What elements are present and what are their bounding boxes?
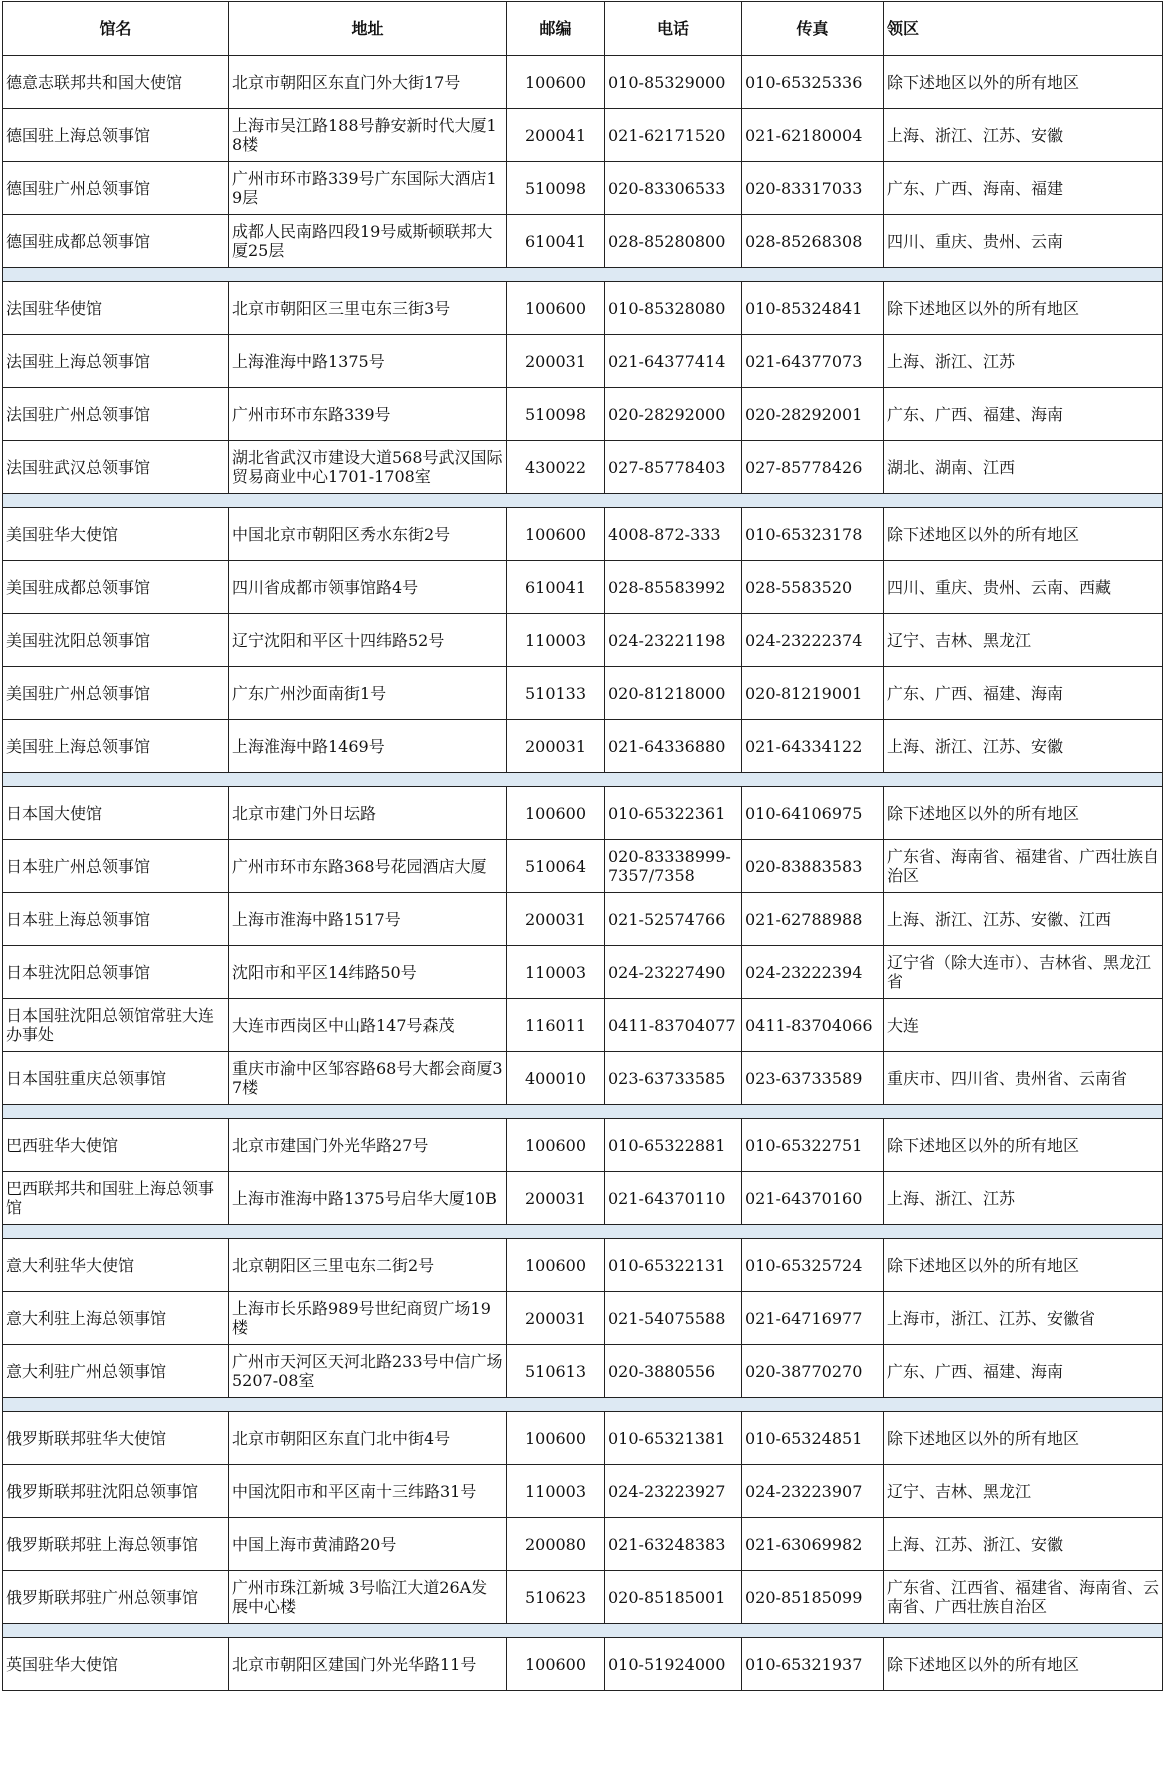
cell-address: 中国上海市黄浦路20号: [229, 1518, 507, 1571]
cell-name: 巴西驻华大使馆: [3, 1119, 229, 1172]
cell-zip: 100600: [507, 508, 605, 561]
cell-tel: 020-85185001: [605, 1571, 742, 1624]
cell-address: 广州市天河区天河北路233号中信广场5207-08室: [229, 1345, 507, 1398]
cell-area: 除下述地区以外的所有地区: [884, 282, 1163, 335]
cell-area: 大连: [884, 999, 1163, 1052]
separator-cell: [884, 268, 1163, 282]
cell-tel: 020-28292000: [605, 388, 742, 441]
separator-cell: [605, 1398, 742, 1412]
cell-name: 美国驻上海总领事馆: [3, 720, 229, 773]
cell-zip: 110003: [507, 614, 605, 667]
cell-area: 广东、广西、福建、海南: [884, 1345, 1163, 1398]
cell-area: 重庆市、四川省、贵州省、云南省: [884, 1052, 1163, 1105]
table-row: [3, 787, 1163, 840]
cell-area: 辽宁省（除大连市）、吉林省、黑龙江省: [884, 946, 1163, 999]
table-row: [3, 1345, 1163, 1398]
cell-tel: 028-85583992: [605, 561, 742, 614]
separator-cell: [229, 494, 507, 508]
table-row: [3, 508, 1163, 561]
cell-tel: 023-63733585: [605, 1052, 742, 1105]
cell-name: 俄罗斯联邦驻华大使馆: [3, 1412, 229, 1465]
table-body: [3, 56, 1163, 1691]
cell-address: 广东广州沙面南街1号: [229, 667, 507, 720]
cell-fax: 010-65321937: [742, 1638, 884, 1691]
cell-name: 俄罗斯联邦驻上海总领事馆: [3, 1518, 229, 1571]
cell-zip: 116011: [507, 999, 605, 1052]
cell-tel: 010-65322131: [605, 1239, 742, 1292]
cell-area: 上海、浙江、江苏: [884, 335, 1163, 388]
cell-area: 上海、浙江、江苏、安徽、江西: [884, 893, 1163, 946]
cell-zip: 200080: [507, 1518, 605, 1571]
cell-tel: 027-85778403: [605, 441, 742, 494]
header-fax: 传真: [742, 2, 884, 56]
header-address: 地址: [229, 2, 507, 56]
cell-fax: 010-65325724: [742, 1239, 884, 1292]
cell-area: 上海市，浙江、江苏、安徽省: [884, 1292, 1163, 1345]
cell-zip: 100600: [507, 787, 605, 840]
cell-address: 广州市珠江新城 3号临江大道26A发展中心楼: [229, 1571, 507, 1624]
cell-name: 德国驻成都总领事馆: [3, 215, 229, 268]
cell-fax: 020-38770270: [742, 1345, 884, 1398]
cell-address: 大连市西岗区中山路147号森茂: [229, 999, 507, 1052]
group-separator: [3, 773, 1163, 787]
header-area: 领区: [884, 2, 1163, 56]
group-separator: [3, 268, 1163, 282]
cell-zip: 200031: [507, 335, 605, 388]
header-name: 馆名: [3, 2, 229, 56]
separator-cell: [229, 773, 507, 787]
cell-fax: 021-64370160: [742, 1172, 884, 1225]
cell-area: 除下述地区以外的所有地区: [884, 1119, 1163, 1172]
cell-name: 法国驻武汉总领事馆: [3, 441, 229, 494]
header-row: [3, 2, 1163, 56]
cell-area: 除下述地区以外的所有地区: [884, 1638, 1163, 1691]
cell-fax: 023-63733589: [742, 1052, 884, 1105]
cell-name: 美国驻成都总领事馆: [3, 561, 229, 614]
cell-zip: 610041: [507, 215, 605, 268]
separator-cell: [884, 1105, 1163, 1119]
table-row: [3, 56, 1163, 109]
table-row: [3, 1465, 1163, 1518]
cell-address: 上海市淮海中路1517号: [229, 893, 507, 946]
separator-cell: [742, 1624, 884, 1638]
cell-tel: 020-81218000: [605, 667, 742, 720]
cell-fax: 024-23222374: [742, 614, 884, 667]
cell-tel: 010-65322881: [605, 1119, 742, 1172]
cell-fax: 010-65323178: [742, 508, 884, 561]
cell-address: 北京朝阳区三里屯东二街2号: [229, 1239, 507, 1292]
cell-name: 巴西联邦共和国驻上海总领事馆: [3, 1172, 229, 1225]
cell-tel: 021-64336880: [605, 720, 742, 773]
cell-tel: 021-64370110: [605, 1172, 742, 1225]
cell-area: 除下述地区以外的所有地区: [884, 508, 1163, 561]
cell-address: 成都人民南路四段19号威斯顿联邦大厦25层: [229, 215, 507, 268]
cell-name: 日本国驻重庆总领事馆: [3, 1052, 229, 1105]
cell-area: 上海、浙江、江苏、安徽: [884, 720, 1163, 773]
cell-area: 广东、广西、福建、海南: [884, 667, 1163, 720]
cell-fax: 028-5583520: [742, 561, 884, 614]
cell-zip: 510098: [507, 388, 605, 441]
cell-name: 德国驻上海总领事馆: [3, 109, 229, 162]
cell-name: 日本国驻沈阳总领馆常驻大连办事处: [3, 999, 229, 1052]
embassy-table: [2, 1, 1163, 1691]
cell-name: 法国驻华使馆: [3, 282, 229, 335]
table-row: [3, 441, 1163, 494]
separator-cell: [742, 494, 884, 508]
cell-zip: 200031: [507, 720, 605, 773]
table-row: [3, 893, 1163, 946]
cell-fax: 021-62180004: [742, 109, 884, 162]
cell-name: 法国驻上海总领事馆: [3, 335, 229, 388]
cell-zip: 110003: [507, 946, 605, 999]
cell-area: 湖北、湖南、江西: [884, 441, 1163, 494]
table-row: [3, 561, 1163, 614]
table-row: [3, 720, 1163, 773]
cell-zip: 100600: [507, 1239, 605, 1292]
cell-area: 除下述地区以外的所有地区: [884, 1239, 1163, 1292]
cell-name: 德意志联邦共和国大使馆: [3, 56, 229, 109]
cell-tel: 028-85280800: [605, 215, 742, 268]
table-row: [3, 999, 1163, 1052]
table-row: [3, 1638, 1163, 1691]
table-row: [3, 946, 1163, 999]
separator-cell: [229, 1624, 507, 1638]
cell-zip: 400010: [507, 1052, 605, 1105]
cell-tel: 4008-872-333: [605, 508, 742, 561]
separator-cell: [742, 1105, 884, 1119]
cell-name: 日本国大使馆: [3, 787, 229, 840]
cell-fax: 021-64334122: [742, 720, 884, 773]
cell-name: 日本驻沈阳总领事馆: [3, 946, 229, 999]
cell-zip: 110003: [507, 1465, 605, 1518]
cell-fax: 024-23222394: [742, 946, 884, 999]
cell-zip: 430022: [507, 441, 605, 494]
separator-cell: [3, 1624, 229, 1638]
cell-tel: 010-85329000: [605, 56, 742, 109]
cell-address: 广州市环市路339号广东国际大酒店19层: [229, 162, 507, 215]
cell-tel: 021-54075588: [605, 1292, 742, 1345]
table-row: [3, 1292, 1163, 1345]
cell-address: 四川省成都市领事馆路4号: [229, 561, 507, 614]
cell-area: 辽宁、吉林、黑龙江: [884, 614, 1163, 667]
group-separator: [3, 1624, 1163, 1638]
cell-area: 四川、重庆、贵州、云南: [884, 215, 1163, 268]
cell-zip: 200041: [507, 109, 605, 162]
cell-fax: 010-65322751: [742, 1119, 884, 1172]
cell-name: 日本驻广州总领事馆: [3, 840, 229, 893]
cell-fax: 020-81219001: [742, 667, 884, 720]
cell-zip: 100600: [507, 1119, 605, 1172]
cell-area: 广东、广西、福建、海南: [884, 388, 1163, 441]
cell-address: 上海市长乐路989号世纪商贸广场19楼: [229, 1292, 507, 1345]
cell-fax: 020-85185099: [742, 1571, 884, 1624]
cell-fax: 021-64377073: [742, 335, 884, 388]
cell-fax: 010-85324841: [742, 282, 884, 335]
cell-area: 辽宁、吉林、黑龙江: [884, 1465, 1163, 1518]
cell-zip: 510623: [507, 1571, 605, 1624]
table-row: [3, 1412, 1163, 1465]
cell-area: 除下述地区以外的所有地区: [884, 56, 1163, 109]
cell-area: 广东、广西、海南、福建: [884, 162, 1163, 215]
separator-cell: [605, 1624, 742, 1638]
cell-name: 法国驻广州总领事馆: [3, 388, 229, 441]
cell-tel: 021-63248383: [605, 1518, 742, 1571]
separator-cell: [229, 1398, 507, 1412]
cell-tel: 020-83306533: [605, 162, 742, 215]
separator-cell: [605, 268, 742, 282]
cell-zip: 100600: [507, 56, 605, 109]
cell-zip: 200031: [507, 893, 605, 946]
cell-fax: 021-64716977: [742, 1292, 884, 1345]
cell-name: 美国驻广州总领事馆: [3, 667, 229, 720]
cell-tel: 021-64377414: [605, 335, 742, 388]
separator-cell: [884, 1225, 1163, 1239]
separator-cell: [605, 1225, 742, 1239]
cell-address: 北京市朝阳区三里屯东三街3号: [229, 282, 507, 335]
table-row: [3, 162, 1163, 215]
separator-cell: [229, 1225, 507, 1239]
separator-cell: [605, 1105, 742, 1119]
separator-cell: [742, 1225, 884, 1239]
separator-cell: [507, 1398, 605, 1412]
cell-fax: 021-63069982: [742, 1518, 884, 1571]
cell-zip: 100600: [507, 1412, 605, 1465]
separator-cell: [3, 1225, 229, 1239]
cell-area: 上海、江苏、浙江、安徽: [884, 1518, 1163, 1571]
separator-cell: [605, 494, 742, 508]
cell-fax: 020-28292001: [742, 388, 884, 441]
cell-address: 辽宁沈阳和平区十四纬路52号: [229, 614, 507, 667]
table-row: [3, 109, 1163, 162]
cell-fax: 010-65324851: [742, 1412, 884, 1465]
cell-zip: 510133: [507, 667, 605, 720]
cell-name: 美国驻沈阳总领事馆: [3, 614, 229, 667]
cell-area: 除下述地区以外的所有地区: [884, 787, 1163, 840]
group-separator: [3, 1225, 1163, 1239]
cell-tel: 024-23221198: [605, 614, 742, 667]
cell-fax: 020-83883583: [742, 840, 884, 893]
cell-tel: 024-23223927: [605, 1465, 742, 1518]
separator-cell: [605, 773, 742, 787]
cell-name: 意大利驻上海总领事馆: [3, 1292, 229, 1345]
cell-tel: 010-85328080: [605, 282, 742, 335]
header-zip: 邮编: [507, 2, 605, 56]
separator-cell: [229, 1105, 507, 1119]
cell-address: 上海淮海中路1469号: [229, 720, 507, 773]
table-row: [3, 1172, 1163, 1225]
cell-address: 中国北京市朝阳区秀水东街2号: [229, 508, 507, 561]
cell-name: 俄罗斯联邦驻广州总领事馆: [3, 1571, 229, 1624]
table-row: [3, 840, 1163, 893]
cell-tel: 010-51924000: [605, 1638, 742, 1691]
cell-area: 上海、浙江、江苏: [884, 1172, 1163, 1225]
table-row: [3, 667, 1163, 720]
group-separator: [3, 1398, 1163, 1412]
cell-tel: 020-83338999-7357/7358: [605, 840, 742, 893]
cell-name: 美国驻华大使馆: [3, 508, 229, 561]
cell-name: 日本驻上海总领事馆: [3, 893, 229, 946]
cell-zip: 100600: [507, 282, 605, 335]
cell-area: 广东省、江西省、福建省、海南省、云南省、广西壮族自治区: [884, 1571, 1163, 1624]
table-row: [3, 1518, 1163, 1571]
separator-cell: [229, 268, 507, 282]
cell-tel: 021-62171520: [605, 109, 742, 162]
cell-zip: 610041: [507, 561, 605, 614]
cell-area: 除下述地区以外的所有地区: [884, 1412, 1163, 1465]
table-row: [3, 215, 1163, 268]
cell-fax: 028-85268308: [742, 215, 884, 268]
separator-cell: [884, 773, 1163, 787]
cell-zip: 510064: [507, 840, 605, 893]
cell-name: 英国驻华大使馆: [3, 1638, 229, 1691]
separator-cell: [742, 1398, 884, 1412]
cell-tel: 021-52574766: [605, 893, 742, 946]
cell-fax: 024-23223907: [742, 1465, 884, 1518]
cell-zip: 510098: [507, 162, 605, 215]
separator-cell: [884, 1624, 1163, 1638]
group-separator: [3, 494, 1163, 508]
group-separator: [3, 1105, 1163, 1119]
cell-zip: 510613: [507, 1345, 605, 1398]
cell-tel: 010-65322361: [605, 787, 742, 840]
cell-address: 北京市朝阳区东直门外大街17号: [229, 56, 507, 109]
cell-address: 中国沈阳市和平区南十三纬路31号: [229, 1465, 507, 1518]
cell-zip: 200031: [507, 1292, 605, 1345]
cell-tel: 010-65321381: [605, 1412, 742, 1465]
cell-address: 北京市建国门外光华路27号: [229, 1119, 507, 1172]
cell-zip: 200031: [507, 1172, 605, 1225]
table-row: [3, 388, 1163, 441]
header-tel: 电话: [605, 2, 742, 56]
cell-fax: 027-85778426: [742, 441, 884, 494]
cell-name: 俄罗斯联邦驻沈阳总领事馆: [3, 1465, 229, 1518]
cell-address: 北京市朝阳区东直门北中街4号: [229, 1412, 507, 1465]
cell-area: 四川、重庆、贵州、云南、西藏: [884, 561, 1163, 614]
cell-address: 湖北省武汉市建设大道568号武汉国际贸易商业中心1701-1708室: [229, 441, 507, 494]
cell-tel: 020-3880556: [605, 1345, 742, 1398]
table-row: [3, 1571, 1163, 1624]
cell-fax: 0411-83704066: [742, 999, 884, 1052]
cell-area: 上海、浙江、江苏、安徽: [884, 109, 1163, 162]
cell-name: 德国驻广州总领事馆: [3, 162, 229, 215]
cell-zip: 100600: [507, 1638, 605, 1691]
table-row: [3, 1239, 1163, 1292]
separator-cell: [507, 268, 605, 282]
cell-tel: 024-23227490: [605, 946, 742, 999]
cell-address: 广州市环市东路368号花园酒店大厦: [229, 840, 507, 893]
cell-fax: 010-65325336: [742, 56, 884, 109]
separator-cell: [884, 1398, 1163, 1412]
table-row: [3, 1119, 1163, 1172]
cell-fax: 010-64106975: [742, 787, 884, 840]
cell-address: 上海市吴江路188号静安新时代大厦18楼: [229, 109, 507, 162]
separator-cell: [507, 1105, 605, 1119]
table-row: [3, 282, 1163, 335]
table-row: [3, 1052, 1163, 1105]
cell-address: 重庆市渝中区邹容路68号大都会商厦37楼: [229, 1052, 507, 1105]
cell-fax: 020-83317033: [742, 162, 884, 215]
separator-cell: [742, 773, 884, 787]
separator-cell: [507, 1624, 605, 1638]
cell-address: 广州市环市东路339号: [229, 388, 507, 441]
separator-cell: [3, 773, 229, 787]
separator-cell: [3, 1398, 229, 1412]
table-row: [3, 335, 1163, 388]
cell-name: 意大利驻华大使馆: [3, 1239, 229, 1292]
separator-cell: [507, 494, 605, 508]
cell-address: 北京市建门外日坛路: [229, 787, 507, 840]
cell-address: 沈阳市和平区14纬路50号: [229, 946, 507, 999]
cell-address: 上海市淮海中路1375号启华大厦10B: [229, 1172, 507, 1225]
separator-cell: [742, 268, 884, 282]
separator-cell: [3, 1105, 229, 1119]
separator-cell: [507, 1225, 605, 1239]
separator-cell: [3, 494, 229, 508]
separator-cell: [507, 773, 605, 787]
table-row: [3, 614, 1163, 667]
cell-address: 上海淮海中路1375号: [229, 335, 507, 388]
cell-name: 意大利驻广州总领事馆: [3, 1345, 229, 1398]
cell-tel: 0411-83704077: [605, 999, 742, 1052]
separator-cell: [884, 494, 1163, 508]
cell-fax: 021-62788988: [742, 893, 884, 946]
separator-cell: [3, 268, 229, 282]
cell-area: 广东省、海南省、福建省、广西壮族自治区: [884, 840, 1163, 893]
cell-address: 北京市朝阳区建国门外光华路11号: [229, 1638, 507, 1691]
